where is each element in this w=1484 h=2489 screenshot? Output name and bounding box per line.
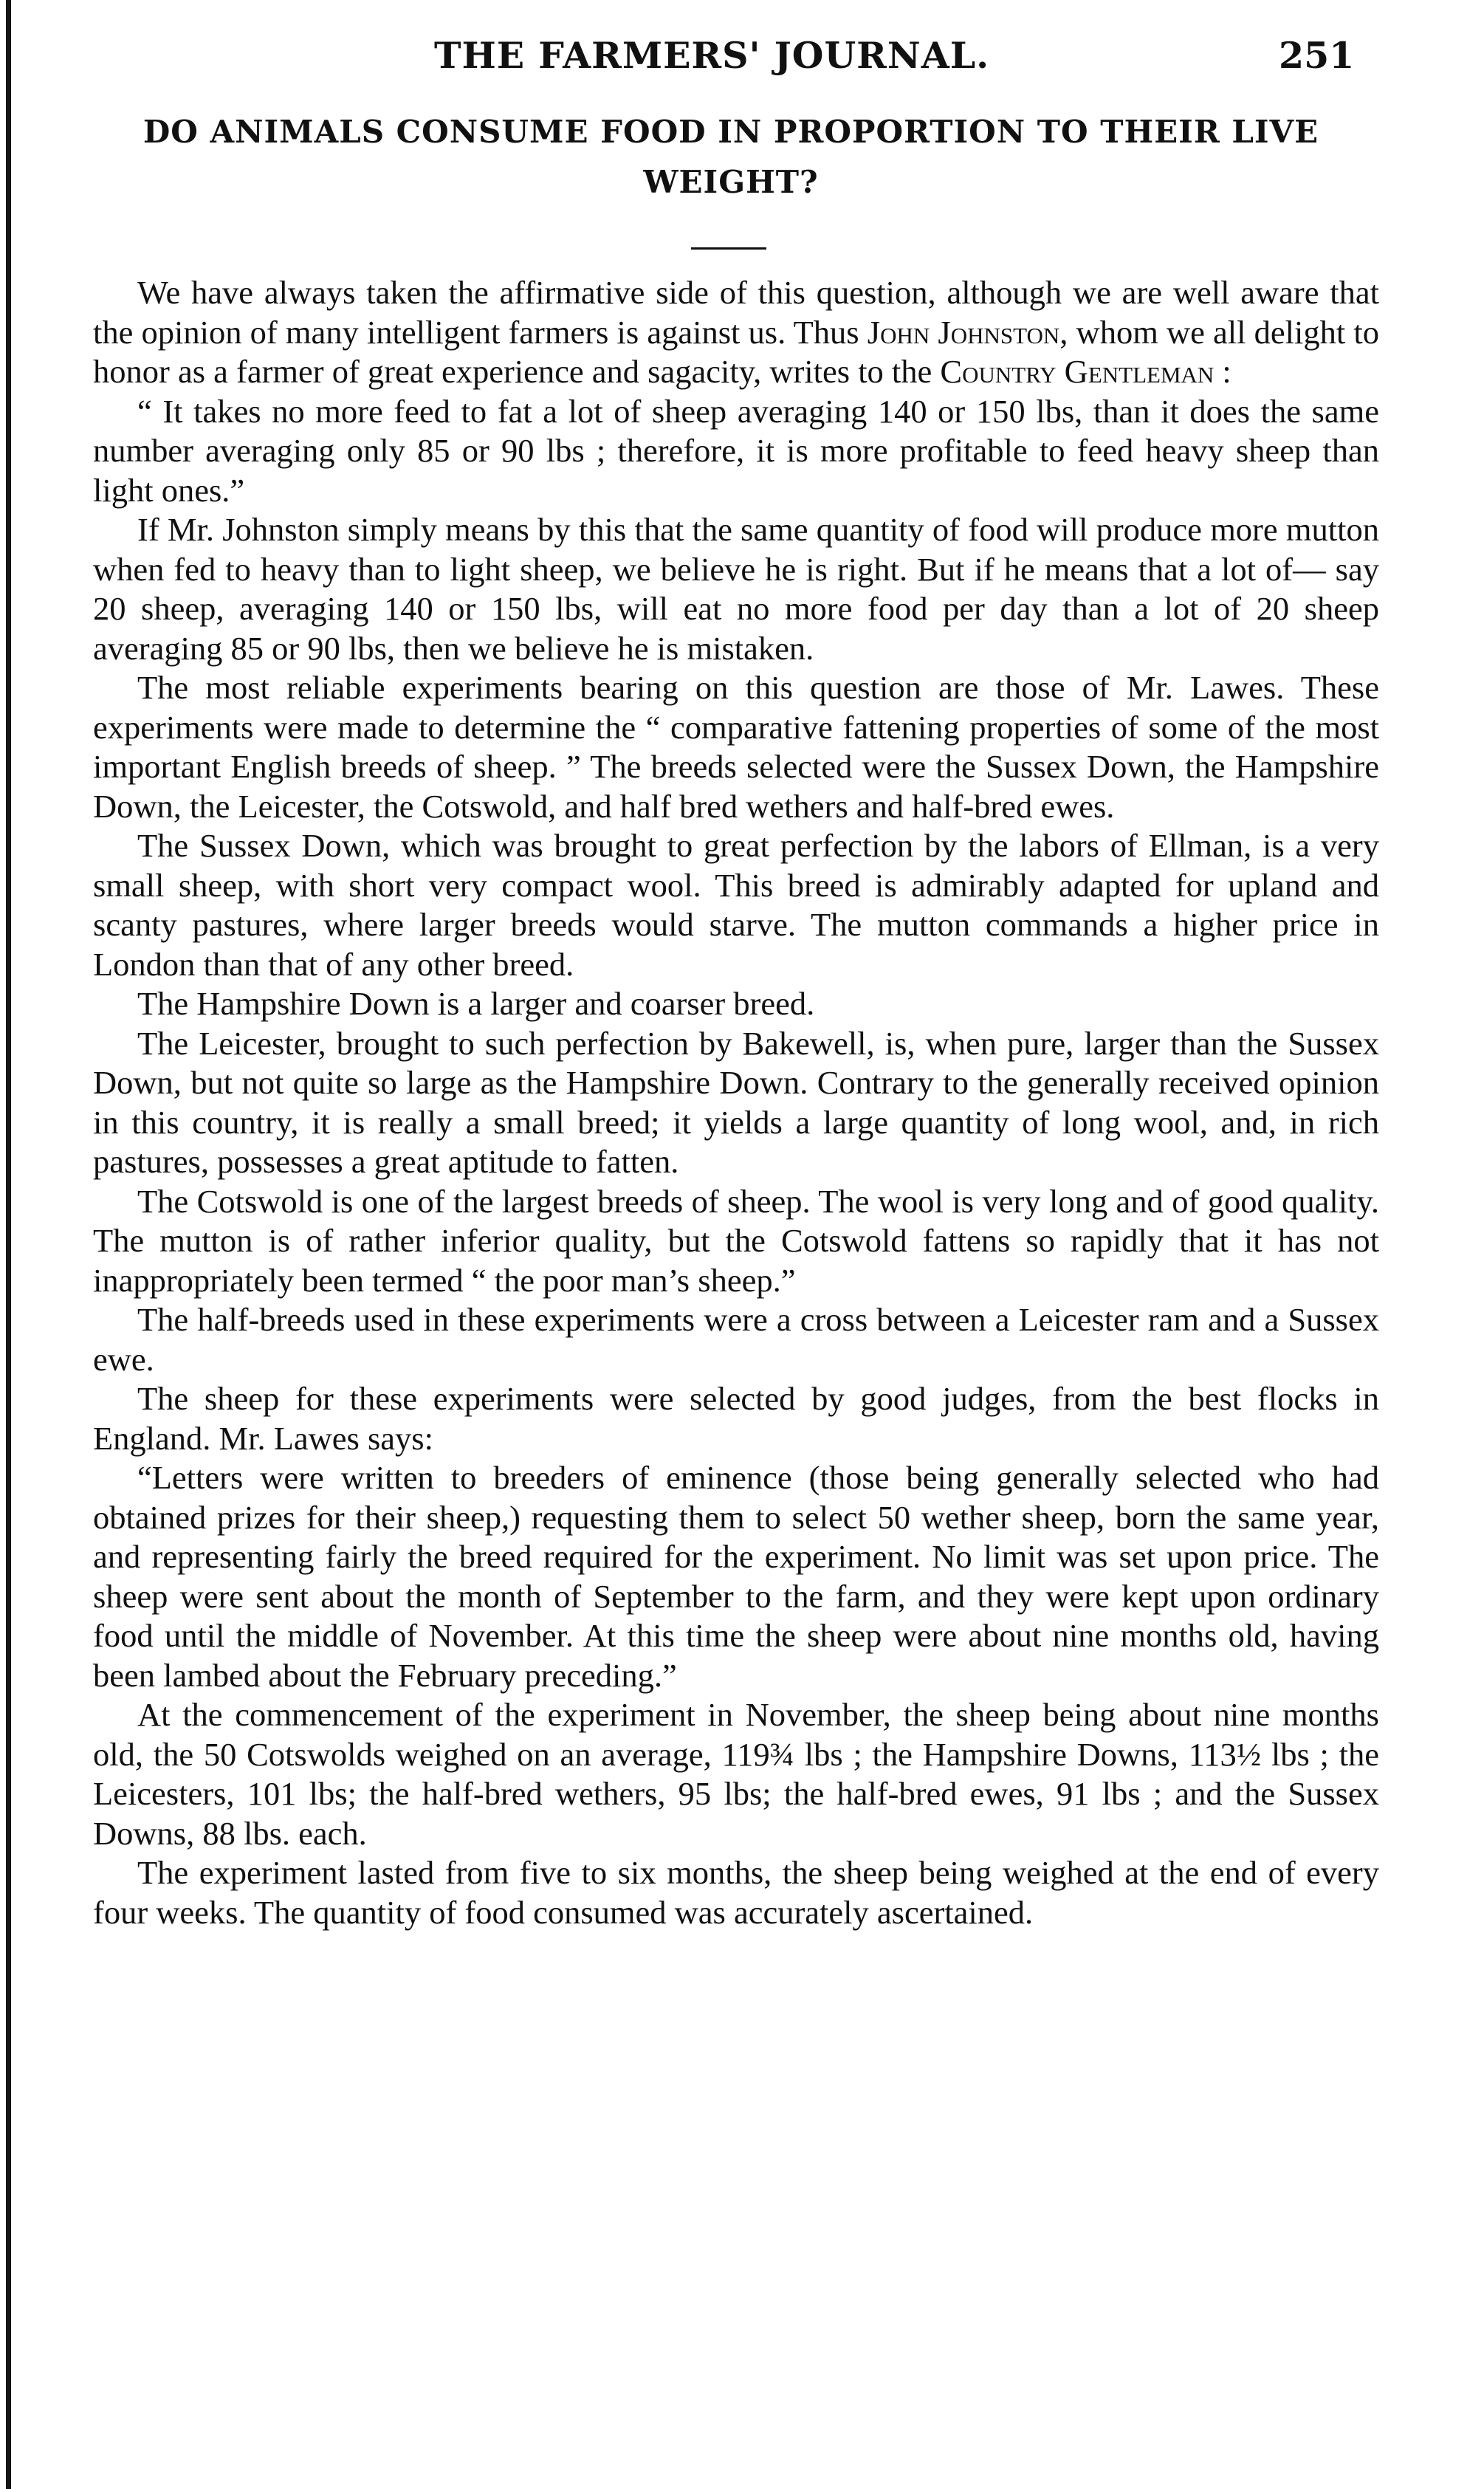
paragraph-lawes-experiments: The most reliable experiments bearing on this question are those of Mr. Lawes. These experiments were made to determine the “ comparative fattening properties of some of the most important English breeds of sheep. ” The breeds selected were the Sussex Down, the Hampshire Down, the Leicester, the Cotswold, and half bred wethers and half-bred ewes. — [93, 669, 1379, 825]
article-title: DO ANIMALS CONSUME FOOD IN PROPORTION TO THEIR LIVE WEIGHT? — [142, 114, 1319, 200]
scan-edge — [6, 0, 11, 2489]
intro-text-c: : — [1214, 353, 1231, 390]
paragraph-response: If Mr. Johnston simply means by this that the same quantity of food will produce more mutton when fed to heavy than to light sheep, we believe he is right. But if he means that a lot of— say 20 sheep, averaging 140 or 150 lbs, will eat no more food per day than a lot of 20 sheep averaging 85 or 90 lbs, then we believe he is mistaken. — [93, 511, 1379, 667]
paragraph-selection: The sheep for these experiments were selected by good judges, from the best flocks in England. Mr. Lawes says: — [93, 1380, 1379, 1457]
paragraph-quote-johnston: “ It takes no more feed to fat a lot of sheep averaging 140 or 150 lbs, than it does the same number averaging only 85 or 90 lbs ; therefore, it is more profitable to feed heavy sheep than light ones.” — [93, 392, 1379, 509]
journal-title: THE FARMERS' JOURNAL. — [434, 34, 990, 77]
paragraph-quote-lawes: “Letters were written to breeders of eminence (those being generally selected who had obtained prizes for their sheep,) requesting them to select 50 wether sheep, born the same year, and representing fairly the breed required for the experiment. No limit was set upon price. The sheep were sent about the month of September to the farm, and they were kept upon ordinary food until the middle of November. At this time the sheep were about nine months old, having been lambed about the February preceding.” — [93, 1459, 1379, 1694]
paragraph-sussex-down: The Sussex Down, which was brought to great perfection by the labors of Ellman, is a very small sheep, with short very compact wool. This breed is admirably adapted for upland and scanty pastures, where larger breeds would starve. The mutton commands a higher price in London than that of any other breed. — [93, 827, 1379, 983]
paragraph-hampshire-down: The Hampshire Down is a larger and coarser breed. — [137, 985, 815, 1022]
paragraph-half-breeds: The half-breeds used in these experiments were a cross between a Leicester ram and a Sussex ewe. — [93, 1301, 1379, 1378]
intro-text-b: , whom we all delight to honor as a farmer of great experience and sagacity, writes to the — [93, 313, 1379, 390]
paragraph-weights: At the commencement of the experiment in November, the sheep being about nine months old, the 50 Cotswolds weighed on an average, 119¾ lbs ; the Hampshire Downs, 113½ lbs ; the Leicesters, 101 lbs; the half-bred wethers, 95 lbs; the half-bred ewes, 91 lbs ; and the Sussex Downs, 88 lbs. each. — [93, 1696, 1379, 1852]
paragraph-leicester: The Leicester, brought to such perfection by Bakewell, is, when pure, larger than the Sussex Down, but not quite so large as the Hampshire Down. Contrary to the generally received opinion in this country, it is really a small breed; it yields a large quantity of long wool, and, in rich pastures, possesses a great aptitude to fatten. — [93, 1024, 1379, 1180]
running-head — [0, 34, 1484, 86]
paragraph-cotswold: The Cotswold is one of the largest breeds of sheep. The wool is very long and of good quality. The mutton is of rather inferior quality, but the Cotswold fattens so rapidly that it has not inappropriately been termed “ the poor man’s sheep.” — [93, 1182, 1379, 1299]
article-body — [93, 273, 1379, 1932]
paragraph-duration: The experiment lasted from five to six months, the sheep being weighed at the end of every four weeks. The quantity of food consumed was accurately ascertained. — [93, 1854, 1379, 1931]
paragraph-intro — [93, 273, 1379, 392]
intro-text-a: We have always taken the affirmative side of this question, although we are well aware that the opinion of many intelligent farmers is against us. Thus — [93, 274, 1379, 351]
title-rule — [691, 247, 766, 250]
page-number: 251 — [1279, 34, 1355, 77]
author-name: John Johnston — [867, 313, 1060, 351]
newspaper-name: Country Gentleman — [940, 353, 1215, 390]
